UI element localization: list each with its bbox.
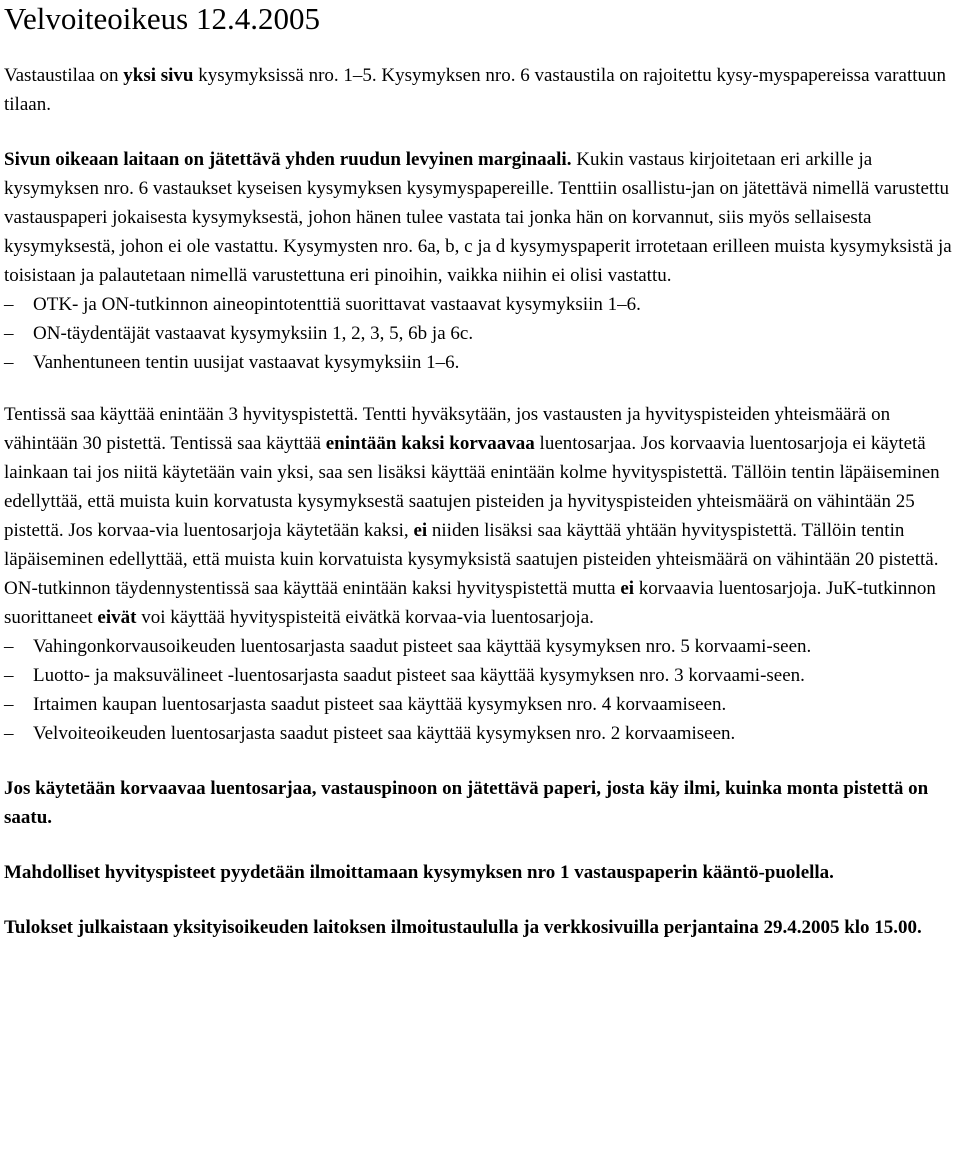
scoring-rules-paragraph xyxy=(4,400,956,632)
credit-points-note: Mahdolliset hyvityspisteet pyydetään ilmoittamaan kysymyksen nro 1 vastauspaperin kääntö-puolella. xyxy=(4,862,834,883)
list-item-text: Vahingonkorvausoikeuden luentosarjasta saadut pisteet saa käyttää kysymyksen nro. 5 korvaami-seen. xyxy=(33,636,812,657)
rules-bold-1: enintään kaksi korvaavaa xyxy=(325,433,535,454)
rules-text-4: korvaavia luentosarjoja. JuK-tutkinnon suorittaneet xyxy=(4,578,936,628)
document-title: Velvoiteoikeus 12.4.2005 xyxy=(4,1,320,36)
list-item xyxy=(4,290,956,319)
dash-marker: – xyxy=(4,352,14,373)
target-groups-list xyxy=(4,290,956,377)
dash-marker: – xyxy=(4,694,14,715)
rules-bold-3: ei xyxy=(620,578,635,599)
dash-marker: – xyxy=(4,723,14,744)
list-item-text: Irtaimen kaupan luentosarjasta saadut pisteet saa käyttää kysymyksen nro. 4 korvaamiseen. xyxy=(33,694,727,715)
rules-bold-2: ei xyxy=(413,520,428,541)
exam-instructions-page xyxy=(0,2,960,1168)
rules-text-1: Tentissä saa käyttää enintään 3 hyvityspistettä. Tentti hyväksytään, jos vastausten ja hyvityspisteiden yhteismäärä on vähintään 30 pistettä. Tentissä saa käyttää xyxy=(4,404,891,454)
intro-text-c: kysymyksissä nro. 1–5. Kysymyksen nro. 6 vastaustila on rajoitettu kysy-myspapereissa varattuun tilaan. xyxy=(4,65,947,115)
intro-text-a: Vastaustilaa on xyxy=(4,65,124,86)
list-item xyxy=(4,690,956,719)
list-item xyxy=(4,661,956,690)
list-item xyxy=(4,719,956,748)
list-item xyxy=(4,632,956,661)
list-item-text: ON-täydentäjät vastaavat kysymyksiin 1, 2, 3, 5, 6b ja 6c. xyxy=(33,323,474,344)
intro-paragraph xyxy=(4,61,956,119)
dash-marker: – xyxy=(4,294,14,315)
dash-marker: – xyxy=(4,323,14,344)
list-item xyxy=(4,319,956,348)
list-item xyxy=(4,348,956,377)
list-item-text: Vanhentuneen tentin uusijat vastaavat kysymyksiin 1–6. xyxy=(33,352,460,373)
list-item-text: OTK- ja ON-tutkinnon aineopintotenttiä suorittavat vastaavat kysymyksiin 1–6. xyxy=(33,294,641,315)
substitute-lecture-note: Jos käytetään korvaavaa luentosarjaa, vastauspinoon on jätettävä paperi, josta käy ilmi, kuinka monta pistettä on saatu. xyxy=(4,778,929,828)
dash-marker: – xyxy=(4,665,14,686)
rules-bold-4: eivät xyxy=(97,607,137,628)
rules-text-2: luentosarjaa. Jos korvaavia luentosarjoja ei käytetä lainkaan tai jos niitä käytetään vain yksi, saa sen lisäksi käyttää enintään kolme hyvityspistettä. Tällöin tentin läpäiseminen edellyttää, että muista kuin korvatusta kysymyksestä saatujen pisteiden ja hyvityspisteiden yhteismäärä on vähintään 25 pistettä. Jos korvaa-via luentosarjoja käytetään kaksi, xyxy=(4,433,940,541)
list-item-text: Velvoiteoikeuden luentosarjasta saadut pisteet saa käyttää kysymyksen nro. 2 korvaamiseen. xyxy=(33,723,736,744)
rules-text-3: niiden lisäksi saa käyttää yhtään hyvityspistettä. Tällöin tentin läpäiseminen edellyttää, että muista kuin korvatuista kysymyksistä saatujen pisteiden yhteismäärä on vähintään 20 pistettä. ON-tutkinnon täydennystentissä saa käyttää enintään kaksi hyvityspistettä mutta xyxy=(4,520,939,599)
rules-text-5: voi käyttää hyvityspisteitä eivätkä korvaa-via luentosarjoja. xyxy=(136,607,594,628)
instructions-paragraph xyxy=(4,145,956,290)
list-item-text: Luotto- ja maksuvälineet -luentosarjasta saadut pisteet saa käyttää kysymyksen nro. 3 korvaami-seen. xyxy=(33,665,805,686)
margin-instruction-bold: Sivun oikeaan laitaan on jätettävä yhden ruudun levyinen marginaali. xyxy=(4,149,572,170)
instructions-rest: Kukin vastaus kirjoitetaan eri arkille ja kysymyksen nro. 6 vastaukset kyseisen kysymyksen kysymyspapereille. Tenttiin osallistu-jan on jätettävä nimellä varustettu vastauspaperi jokaisesta kysymyksestä, johon hänen tulee vastata tai jonka hän on korvannut, siis myös sellaisesta kysymyksestä, johon ei ole vastattu. Kysymysten nro. 6a, b, c ja d kysymyspaperit irrotetaan erilleen muista kysymyksistä ja toisistaan ja palautetaan nimellä varustettuna eri pinoihin, vaikka niihin ei olisi vastattu. xyxy=(4,149,952,286)
intro-text-bold: yksi sivu xyxy=(123,65,194,86)
lecture-series-list xyxy=(4,632,956,748)
results-publication-note: Tulokset julkaistaan yksityisoikeuden laitoksen ilmoitustaululla ja verkkosivuilla perjantaina 29.4.2005 klo 15.00. xyxy=(4,917,922,938)
dash-marker: – xyxy=(4,636,14,657)
